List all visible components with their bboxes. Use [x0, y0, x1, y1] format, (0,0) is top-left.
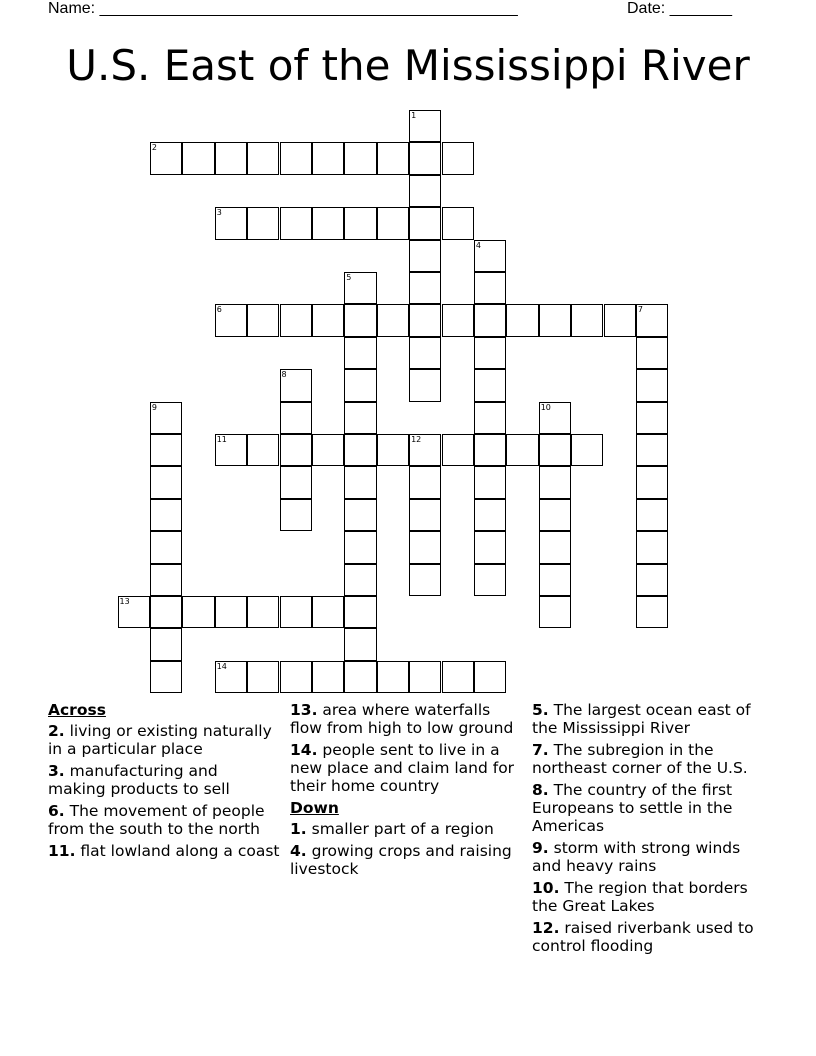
clue-column-3 — [532, 701, 764, 959]
grid-cell[interactable] — [344, 272, 376, 304]
clue-down-5 — [532, 701, 764, 737]
grid-cell[interactable] — [280, 402, 312, 434]
grid-cell[interactable] — [280, 661, 312, 693]
clue-down-9 — [532, 839, 764, 875]
grid-cell[interactable] — [474, 402, 506, 434]
grid-cell[interactable] — [150, 466, 182, 498]
grid-cell[interactable] — [377, 207, 409, 239]
grid-cell[interactable] — [474, 466, 506, 498]
grid-cell[interactable] — [150, 564, 182, 596]
grid-cell[interactable] — [409, 142, 441, 174]
clue-number: 9. — [532, 839, 549, 857]
down-heading: Down — [290, 799, 339, 817]
clue-down-4 — [290, 842, 522, 878]
clue-across-11 — [48, 842, 280, 860]
grid-cell[interactable] — [409, 531, 441, 563]
grid-cell[interactable] — [442, 434, 474, 466]
grid-cell[interactable] — [312, 207, 344, 239]
grid-cell[interactable] — [344, 337, 376, 369]
grid-cell[interactable] — [409, 272, 441, 304]
grid-cell[interactable] — [344, 434, 376, 466]
grid-cell[interactable] — [280, 369, 312, 401]
grid-cell[interactable] — [312, 596, 344, 628]
grid-cell[interactable] — [636, 596, 668, 628]
grid-cell[interactable] — [409, 207, 441, 239]
clue-number: 7. — [532, 741, 549, 759]
grid-cell[interactable] — [474, 369, 506, 401]
grid-cell[interactable] — [280, 304, 312, 336]
cell-number: 13 — [119, 597, 130, 606]
grid-cell[interactable] — [280, 434, 312, 466]
cell-number: 14 — [216, 661, 227, 671]
clue-text: The country of the first Europeans to settle in the Americas — [532, 781, 733, 835]
grid-cell[interactable] — [474, 564, 506, 596]
grid-cell[interactable] — [442, 304, 474, 336]
grid-cell[interactable] — [474, 434, 506, 466]
clue-text: growing crops and raising livestock — [290, 842, 512, 878]
grid-cell[interactable] — [539, 466, 571, 498]
across-heading: Across — [48, 701, 106, 719]
grid-cell[interactable] — [539, 402, 571, 434]
clue-number: 3. — [48, 762, 65, 780]
grid-cell[interactable] — [474, 661, 506, 693]
grid-cell[interactable] — [636, 434, 668, 466]
grid-cell[interactable] — [377, 142, 409, 174]
clue-text: The subregion in the northeast corner of the U.S. — [532, 741, 748, 777]
clue-text: The largest ocean east of the Mississippi River — [532, 701, 751, 737]
grid-cell[interactable] — [150, 596, 182, 628]
grid-cell[interactable] — [150, 628, 182, 660]
grid-cell[interactable] — [409, 175, 441, 207]
grid-cell[interactable] — [150, 142, 182, 174]
grid-cell[interactable] — [182, 142, 214, 174]
cell-number: 3 — [216, 208, 222, 218]
grid-cell[interactable] — [247, 142, 279, 174]
clue-across-13 — [290, 701, 522, 737]
grid-cell[interactable] — [636, 531, 668, 563]
grid-cell[interactable] — [474, 272, 506, 304]
grid-cell[interactable] — [182, 596, 214, 628]
grid-cell[interactable] — [150, 661, 182, 693]
grid-cell[interactable] — [474, 499, 506, 531]
grid-cell[interactable] — [474, 337, 506, 369]
cell-number: 9 — [151, 402, 157, 412]
grid-cell[interactable] — [506, 304, 538, 336]
grid-cell[interactable] — [506, 434, 538, 466]
name-field[interactable]: Name: _______________________________________________ — [48, 0, 518, 17]
grid-cell[interactable] — [539, 564, 571, 596]
grid-cell[interactable] — [247, 661, 279, 693]
clue-text: The movement of people from the south to the north — [48, 802, 265, 838]
grid-cell[interactable] — [247, 596, 279, 628]
clue-down-12 — [532, 919, 764, 955]
grid-cell[interactable] — [215, 304, 247, 336]
grid-cell[interactable] — [215, 142, 247, 174]
clue-number: 10. — [532, 879, 560, 897]
grid-cell[interactable] — [344, 142, 376, 174]
clue-text: storm with strong winds and heavy rains — [532, 839, 741, 875]
grid-cell[interactable] — [409, 434, 441, 466]
grid-cell[interactable] — [280, 207, 312, 239]
cell-number: 4 — [475, 240, 481, 250]
cell-number: 2 — [151, 143, 157, 153]
grid-cell[interactable] — [215, 434, 247, 466]
grid-cell[interactable] — [150, 434, 182, 466]
grid-cell[interactable] — [344, 304, 376, 336]
cell-number: 8 — [281, 370, 287, 380]
cell-number: 1 — [411, 111, 417, 120]
grid-cell[interactable] — [344, 661, 376, 693]
grid-cell[interactable] — [280, 596, 312, 628]
grid-cell[interactable] — [409, 466, 441, 498]
grid-cell[interactable] — [344, 596, 376, 628]
grid-cell[interactable] — [215, 661, 247, 693]
grid-cell[interactable] — [539, 304, 571, 336]
grid-cell[interactable] — [474, 240, 506, 272]
grid-cell[interactable] — [377, 304, 409, 336]
grid-cell[interactable] — [604, 304, 636, 336]
clue-number: 6. — [48, 802, 65, 820]
cell-number: 11 — [216, 435, 227, 444]
grid-cell[interactable] — [539, 596, 571, 628]
clue-column-2 — [290, 701, 522, 882]
grid-cell[interactable] — [474, 304, 506, 336]
grid-cell[interactable] — [571, 434, 603, 466]
grid-cell[interactable] — [280, 466, 312, 498]
grid-cell[interactable] — [409, 564, 441, 596]
cell-number: 6 — [216, 305, 222, 315]
clue-text: flat lowland along a coast — [80, 842, 280, 860]
clue-column-1 — [48, 701, 280, 864]
clue-down-1 — [290, 820, 522, 838]
grid-cell[interactable] — [150, 499, 182, 531]
clue-across-2 — [48, 722, 280, 758]
clue-text: The region that borders the Great Lakes — [532, 879, 748, 915]
puzzle-title: U.S. East of the Mississippi River — [66, 41, 750, 90]
clue-across-14 — [290, 741, 522, 795]
grid-cell[interactable] — [409, 240, 441, 272]
clue-number: 5. — [532, 701, 549, 719]
clue-down-10 — [532, 879, 764, 915]
clue-across-3 — [48, 762, 280, 798]
clue-text: living or existing naturally in a particular place — [48, 722, 272, 758]
cell-number: 10 — [540, 402, 551, 412]
grid-cell[interactable] — [215, 207, 247, 239]
grid-cell[interactable] — [442, 207, 474, 239]
grid-cell[interactable] — [442, 661, 474, 693]
grid-cell[interactable] — [118, 596, 150, 628]
grid-cell[interactable] — [344, 564, 376, 596]
grid-cell[interactable] — [280, 499, 312, 531]
clue-text: smaller part of a region — [311, 820, 494, 838]
grid-cell[interactable] — [636, 369, 668, 401]
clue-number: 13. — [290, 701, 318, 719]
clue-number: 4. — [290, 842, 307, 860]
grid-cell[interactable] — [344, 402, 376, 434]
grid-cell[interactable] — [312, 142, 344, 174]
grid-cell[interactable] — [409, 369, 441, 401]
grid-cell[interactable] — [409, 661, 441, 693]
clue-number: 11. — [48, 842, 76, 860]
grid-cell[interactable] — [344, 628, 376, 660]
clue-number: 14. — [290, 741, 318, 759]
clue-across-6 — [48, 802, 280, 838]
grid-cell[interactable] — [474, 531, 506, 563]
clue-number: 1. — [290, 820, 307, 838]
grid-cell[interactable] — [539, 531, 571, 563]
grid-cell[interactable] — [344, 499, 376, 531]
grid-cell[interactable] — [247, 207, 279, 239]
grid-cell[interactable] — [636, 402, 668, 434]
grid-cell[interactable] — [409, 304, 441, 336]
clue-number: 8. — [532, 781, 549, 799]
grid-cell[interactable] — [150, 531, 182, 563]
grid-cell[interactable] — [344, 369, 376, 401]
clue-down-8 — [532, 781, 764, 835]
grid-cell[interactable] — [377, 661, 409, 693]
grid-cell[interactable] — [312, 434, 344, 466]
clue-down-7 — [532, 741, 764, 777]
cell-number: 7 — [637, 305, 643, 315]
grid-cell[interactable] — [571, 304, 603, 336]
grid-cell[interactable] — [377, 434, 409, 466]
grid-cell[interactable] — [215, 596, 247, 628]
grid-cell[interactable] — [312, 304, 344, 336]
clue-number: 2. — [48, 722, 65, 740]
grid-cell[interactable] — [344, 531, 376, 563]
grid-cell[interactable] — [539, 499, 571, 531]
grid-cell[interactable] — [442, 142, 474, 174]
grid-cell[interactable] — [344, 207, 376, 239]
grid-cell[interactable] — [150, 402, 182, 434]
clue-text: people sent to live in a new place and claim land for their home country — [290, 741, 515, 795]
grid-cell[interactable] — [312, 661, 344, 693]
grid-cell[interactable] — [247, 434, 279, 466]
clue-text: manufacturing and making products to sell — [48, 762, 230, 798]
grid-cell[interactable] — [636, 499, 668, 531]
grid-cell[interactable] — [539, 434, 571, 466]
clue-number: 12. — [532, 919, 560, 937]
cell-number: 12 — [411, 435, 422, 444]
clue-text: area where waterfalls flow from high to low ground — [290, 701, 514, 737]
cell-number: 5 — [346, 273, 352, 282]
grid-cell[interactable] — [636, 564, 668, 596]
grid-cell[interactable] — [247, 304, 279, 336]
clue-text: raised riverbank used to control flooding — [532, 919, 754, 955]
grid-cell[interactable] — [344, 466, 376, 498]
grid-cell[interactable] — [409, 337, 441, 369]
date-field[interactable]: Date: _______ — [627, 0, 732, 17]
grid-cell[interactable] — [280, 142, 312, 174]
grid-cell[interactable] — [636, 466, 668, 498]
grid-cell[interactable] — [636, 337, 668, 369]
grid-cell[interactable] — [409, 110, 441, 142]
grid-cell[interactable] — [636, 304, 668, 336]
grid-cell[interactable] — [409, 499, 441, 531]
